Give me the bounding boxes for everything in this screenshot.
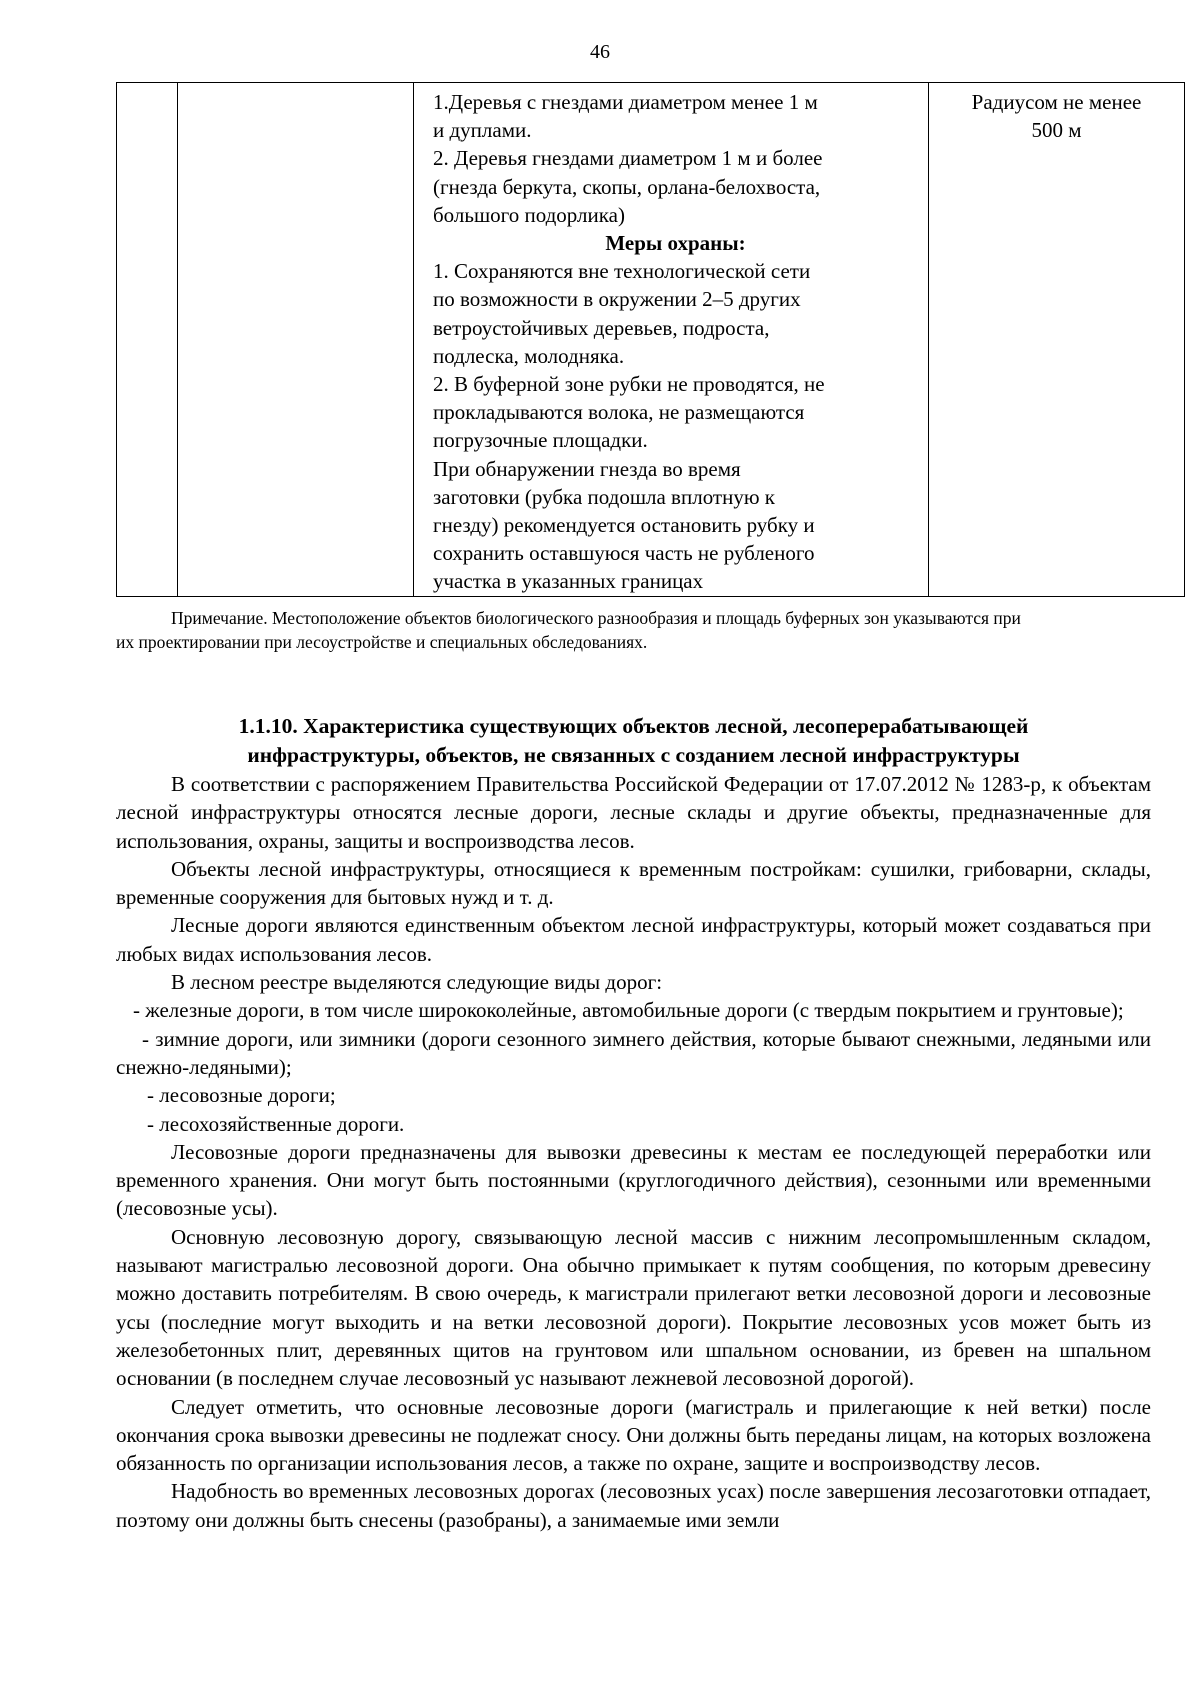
measure-line: сохранить оставшуюся часть не рубленого [433,541,815,566]
table-cell-object [178,83,414,597]
list-item: - лесохозяйственные дороги. [147,1111,405,1136]
measure-line: по возможности в окружении 2–5 других [433,287,801,312]
table-cell-number [117,83,178,597]
paragraph: Надобность во временных лесовозных дорогах (лесовозных усах) после завершения лесозаготовки отпадает, поэтому они должны быть снесены (разобраны), а занимаемые ими земли [116,1479,1151,1532]
description-line: и дуплами. [433,118,532,143]
measure-line: заготовки (рубка подошла вплотную к [433,484,775,509]
paragraph: В соответствии с распоряжением Правительства Российской Федерации от 17.07.2012 № 1283-р, к объектам лесной инфраструктуры относятся лесные дороги, лесные склады и другие объекты, предназначенные для использования, охраны, защиты и воспроизводства лесов. [116,772,1151,853]
section-heading [116,712,1151,770]
page-number: 46 [590,41,610,63]
biodiversity-table [116,82,1185,597]
measure-line: погрузочные площадки. [433,428,648,453]
measure-line: подлеска, молодняка. [433,343,625,368]
description-line: 1.Деревья с гнездами диаметром менее 1 м [433,90,818,114]
paragraph: Объекты лесной инфраструктуры, относящиеся к временным постройкам: сушилки, грибоварни, склады, временные сооружения для бытовых нужд и т. д. [116,856,1151,910]
measure-line: прокладываются волока, не размещаются [433,400,805,425]
paragraph: В лесном реестре выделяются следующие виды дорог: [171,970,663,995]
measure-line: участка в указанных границах [433,569,704,594]
list-item: - лесовозные дороги; [147,1083,336,1108]
description-line: 2. Деревья гнездами диаметром 1 м и более [433,146,823,171]
measure-line: 1. Сохраняются вне технологической сети [433,259,811,284]
table-note [116,606,1151,654]
paragraph: Основную лесовозную дорогу, связывающую лесной массив с нижним лесопромышленным складом, называют магистралью лесовозной дороги. Она обычно примыкает к путям сообщения, по которым древесину можно доставить потребителям. В свою очередь, к магистрали прилегают ветки лесовозной дороги и лесовозные усы (последние могут выходить и на ветки лесовозной дороги). Покрытие лесовозных усов может быть из железобетонных плит, деревянных щитов на грунтовом или шпальном основании, из бревен на шпальном основании (в последнем случае лесовозный ус называют лежневой лесовозной дорогой). [116,1224,1151,1391]
paragraph: Следует отметить, что основные лесовозные дороги (магистраль и прилегающие к ней ветки) после окончания срока вывозки древесины не подлежат сносу. Они должны быть переданы лицам, на которых возложена обязанность по организации использования лесов, а также по охране, защите и воспроизводству лесов. [116,1394,1151,1476]
note-line: их проектировании при лесоустройстве и специальных обследованиях. [116,632,648,652]
measure-line: гнезду) рекомендуется остановить рубку и [433,513,815,538]
buffer-zone-line: Радиусом не менее [971,90,1142,114]
note-line: Примечание. Местоположение объектов биологического разнообразия и площадь буферных зон указываются при [171,608,1021,628]
section-heading-line: 1.1.10. Характеристика существующих объектов лесной, лесоперерабатывающей [238,714,1029,738]
measure-line: При обнаружении гнезда во время [433,456,741,481]
description-line: (гнезда беркута, скопы, орлана-белохвоста, [433,174,821,199]
measure-line: ветроустойчивых деревьев, подроста, [433,315,770,340]
list-item: - зимние дороги, или зимники (дороги сезонного зимнего действия, которые бывают снежными, ледяными или снежно-ледяными); [116,1026,1151,1079]
protection-measures-heading: Меры охраны: [605,231,746,256]
buffer-zone-line: 500 м [1031,118,1082,143]
measure-line: 2. В буферной зоне рубки не проводятся, не [433,372,825,397]
table-cell-description [414,83,929,597]
table-cell-buffer-zone [929,83,1185,597]
description-line: большого подорлика) [433,202,625,227]
paragraph: Лесные дороги являются единственным объектом лесной инфраструктуры, который может создаваться при любых видах использования лесов. [116,913,1151,966]
list-item: - железные дороги, в том числе ширококолейные, автомобильные дороги (с твердым покрытием и грунтовые); [133,998,1124,1023]
table-row [117,83,1185,597]
paragraph: Лесовозные дороги предназначены для вывозки древесины к местам ее последующей переработки или временного хранения. Они могут быть постоянными (круглогодичного действия), сезонными или временными (лесовозные усы). [116,1139,1151,1221]
section-body [116,770,1151,1534]
section-heading-line: инфраструктуры, объектов, не связанных с созданием лесной инфраструктуры [247,743,1020,767]
